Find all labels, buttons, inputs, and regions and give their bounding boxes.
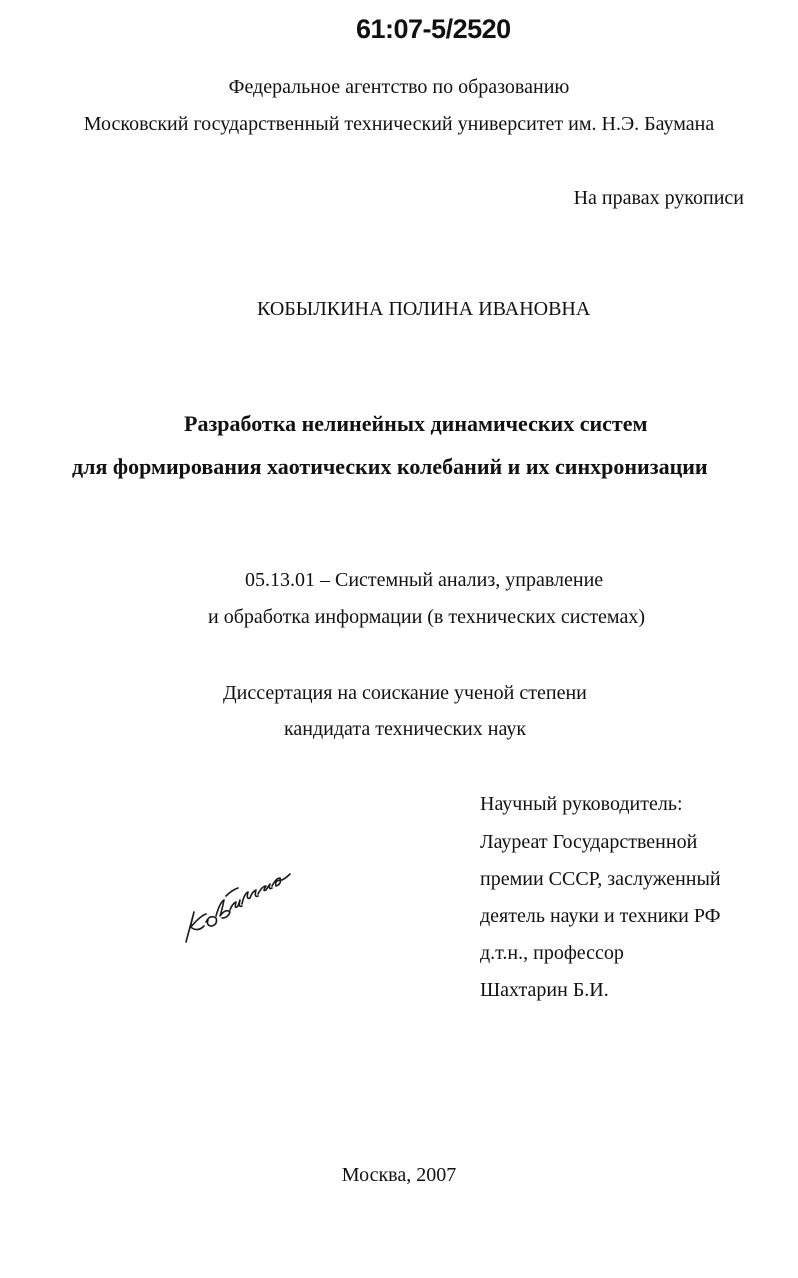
specialty-line-2: и обработка информации (в технических системах)	[208, 606, 645, 628]
author-name: КОБЫЛКИНА ПОЛИНА ИВАНОВНА	[257, 298, 591, 320]
handwritten-signature	[176, 850, 296, 950]
supervisor-line-2: премии СССР, заслуженный	[480, 868, 721, 890]
registry-code: 61:07-5/2520	[356, 14, 511, 44]
specialty-line-1: 05.13.01 – Системный анализ, управление	[245, 569, 604, 591]
degree-line-1: Диссертация на соискание ученой степени	[223, 682, 587, 704]
thesis-title-line-2: для формирования хаотических колебаний и их синхронизации	[72, 454, 708, 479]
manuscript-note: На правах рукописи	[573, 187, 744, 209]
supervisor-heading: Научный руководитель:	[480, 793, 683, 815]
supervisor-line-4: д.т.н., профессор	[480, 942, 624, 964]
thesis-title-line-1: Разработка нелинейных динамических систем	[184, 411, 648, 436]
supervisor-line-1: Лауреат Государственной	[480, 831, 698, 853]
agency-name: Федеральное агентство по образованию	[228, 76, 570, 98]
place-and-year: Москва, 2007	[341, 1164, 457, 1186]
university-name: Московский государственный технический университет им. Н.Э. Баумана	[83, 113, 715, 135]
degree-line-2: кандидата технических наук	[284, 718, 527, 740]
supervisor-name: Шахтарин Б.И.	[480, 979, 609, 1001]
supervisor-line-3: деятель науки и техники РФ	[480, 905, 721, 927]
